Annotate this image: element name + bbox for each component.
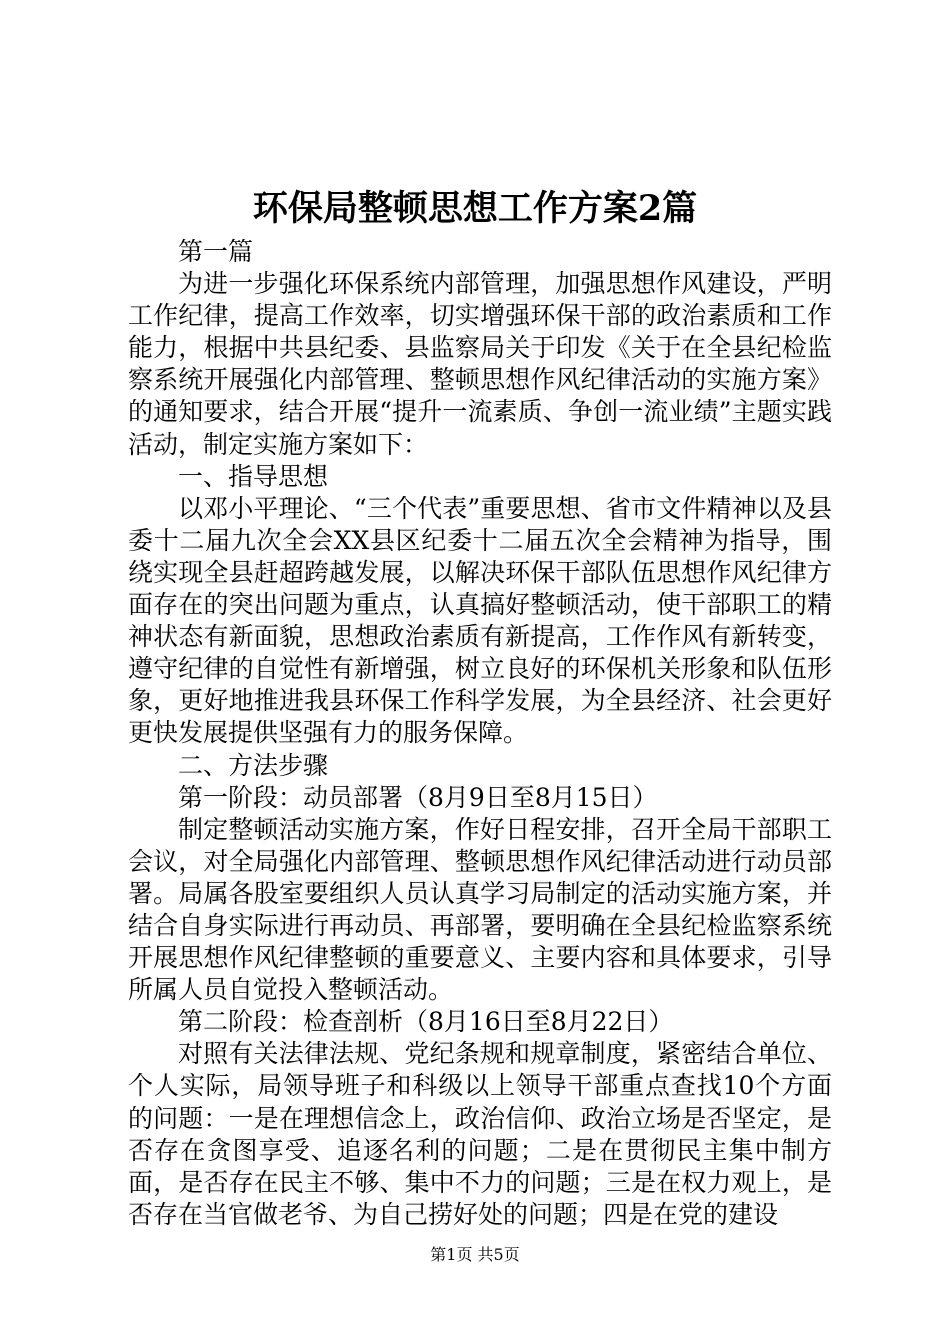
paragraph: 为进一步强化环保系统内部管理，加强思想作风建设，严明工作纪律，提高工作效率，切实增强环保干部的政治素质和工作能力，根据中共县纪委、县监察局关于印发《关于在全县纪检监察系统开展强化内部管理、整顿思想作风纪律活动的实施方案》的通知要求，结合开展“提升一流素质、争创一流业绩”主题实践活动，制定实施方案如下： bbox=[128, 269, 832, 459]
document-body bbox=[128, 236, 832, 1231]
section-heading: 二、方法步骤 bbox=[178, 750, 329, 780]
paragraph: 对照有关法律法规、党纪条规和规章制度，紧密结合单位、个人实际，局领导班子和科级以上领导干部重点查找10个方面的问题：一是在理想信念上，政治信仰、政治立场是否坚定，是否存在贪图享受、追逐名利的问题；二是在贯彻民主集中制方面，是否存在民主不够、集中不力的问题；三是在权力观上，是否存在当官做老爷、为自己捞好处的问题；四是在党的建设 bbox=[128, 1039, 832, 1229]
stage-heading: 第二阶段：检查剖析（8月16日至8月22日） bbox=[178, 1007, 674, 1037]
paragraph: 制定整顿活动实施方案，作好日程安排，召开全局干部职工会议，对全局强化内部管理、整顿思想作风纪律活动进行动员部署。局属各股室要组织人员认真学习局制定的活动实施方案，并结合自身实际进行再动员、再部署，要明确在全县纪检监察系统开展思想作风纪律整顿的重要意义、主要内容和具体要求，引导所属人员自觉投入整顿活动。 bbox=[128, 814, 832, 1005]
stage-heading: 第一阶段：动员部署（8月9日至8月15日） bbox=[178, 782, 658, 812]
page-footer: 第1页 共5页 bbox=[430, 1245, 520, 1264]
paragraph: 以邓小平理论、“三个代表”重要思想、省市文件精神以及县委十二届九次全会XX县区纪委十二届五次全会精神为指导，围绕实现全县赶超跨越发展，以解决环保干部队伍思想作风纪律方面存在的突出问题为重点，认真搞好整顿活动，使干部职工的精神状态有新面貌，思想政治素质有新提高，工作作风有新转变，遵守纪律的自觉性有新增强，树立良好的环保机关形象和队伍形象，更好地推进我县环保工作科学发展，为全县经济、社会更好更快发展提供坚强有力的服务保障。 bbox=[128, 493, 832, 748]
paragraph: 第一篇 bbox=[178, 237, 254, 266]
document-title: 环保局整顿思想工作方案2篇 bbox=[252, 188, 698, 229]
section-heading: 一、指导思想 bbox=[178, 461, 329, 491]
